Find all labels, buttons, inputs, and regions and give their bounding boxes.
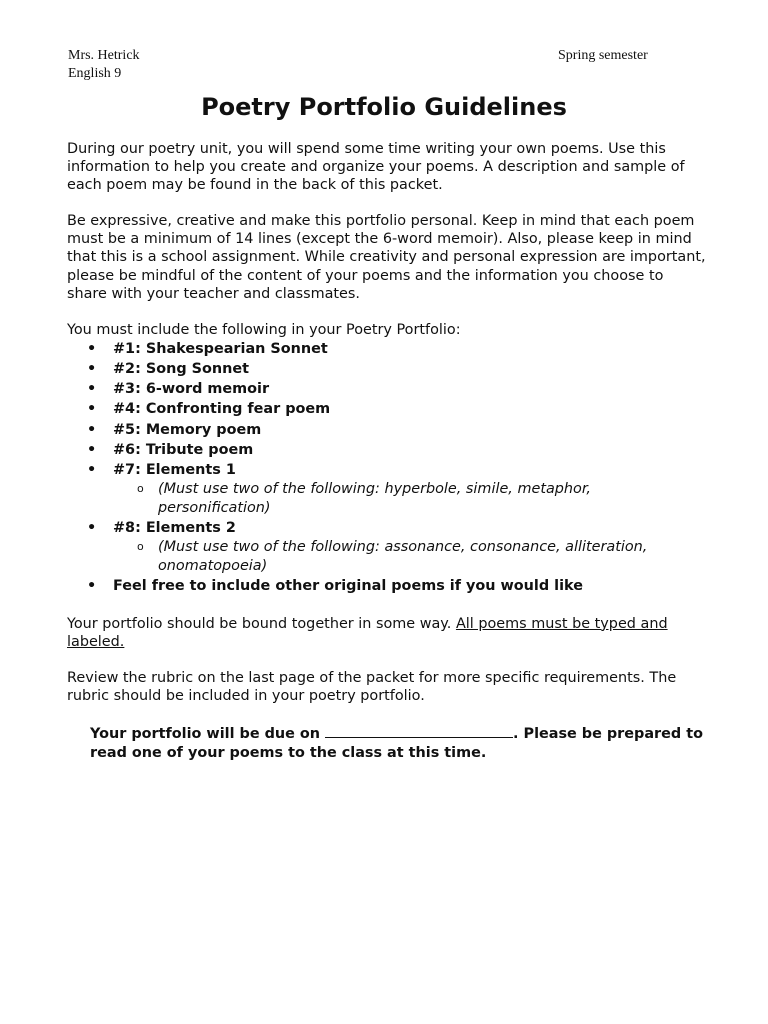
document-body — [67, 140, 707, 762]
teacher-name: Mrs. Hetrick — [68, 48, 140, 63]
binding-paragraph: Your portfolio should be bound together in some way. All poems must be typed and labeled. — [67, 615, 668, 650]
guidance-paragraph: Be expressive, creative and make this portfolio personal. Keep in mind that each poem must be a minimum of 14 lines (except the 6-word memoir). Also, please keep in mind that this is a school assignment. While creativity and personal expression are important, please be mindful of the content of your poems and the information you choose to share with your teacher and classmates. — [67, 213, 706, 302]
requirements-list — [67, 339, 707, 597]
sub-list — [113, 538, 707, 576]
sub-list-item: o (Must use two of the following: assonance, consonance, alliteration, onomatopoeia) — [113, 538, 707, 576]
sub-list — [113, 480, 707, 518]
list-item: • #8: Elements 2 o (Must use two of the following: assonance, consonance, alliteration, onomatopoeia) — [67, 518, 707, 576]
list-intro: You must include the following in your Poetry Portfolio: — [67, 321, 461, 338]
due-date-note: Your portfolio will be due on . Please be prepared to read one of your poems to the class at this time. — [90, 726, 703, 761]
list-item: • #5: Memory poem — [67, 420, 707, 440]
rubric-paragraph: Review the rubric on the last page of the packet for more specific requirements. The rubric should be included in your poetry portfolio. — [67, 669, 677, 704]
course-name: English 9 — [68, 66, 122, 81]
list-item: • #1: Shakespearian Sonnet — [67, 339, 707, 359]
list-item: • #4: Confronting fear poem — [67, 399, 707, 419]
header-left — [68, 47, 140, 83]
typed-labeled-note: All poems must be typed and labeled. — [67, 615, 668, 650]
intro-paragraph: During our poetry unit, you will spend some time writing your own poems. Use this information to help you create and organize your poems. A description and sample of each poem may be found in the back of this packet. — [67, 141, 685, 194]
list-item: • #2: Song Sonnet — [67, 359, 707, 379]
page-title: Poetry Portfolio Guidelines — [201, 93, 567, 121]
list-item: • #3: 6-word memoir — [67, 379, 707, 399]
term-label: Spring semester — [558, 48, 648, 63]
due-date-blank — [325, 725, 513, 738]
list-item: • #7: Elements 1 o (Must use two of the following: hyperbole, simile, metaphor, personification) — [67, 460, 707, 518]
list-item: • #6: Tribute poem — [67, 440, 707, 460]
list-item: • Feel free to include other original poems if you would like — [67, 576, 707, 596]
sub-list-item: o (Must use two of the following: hyperbole, simile, metaphor, personification) — [113, 480, 707, 518]
